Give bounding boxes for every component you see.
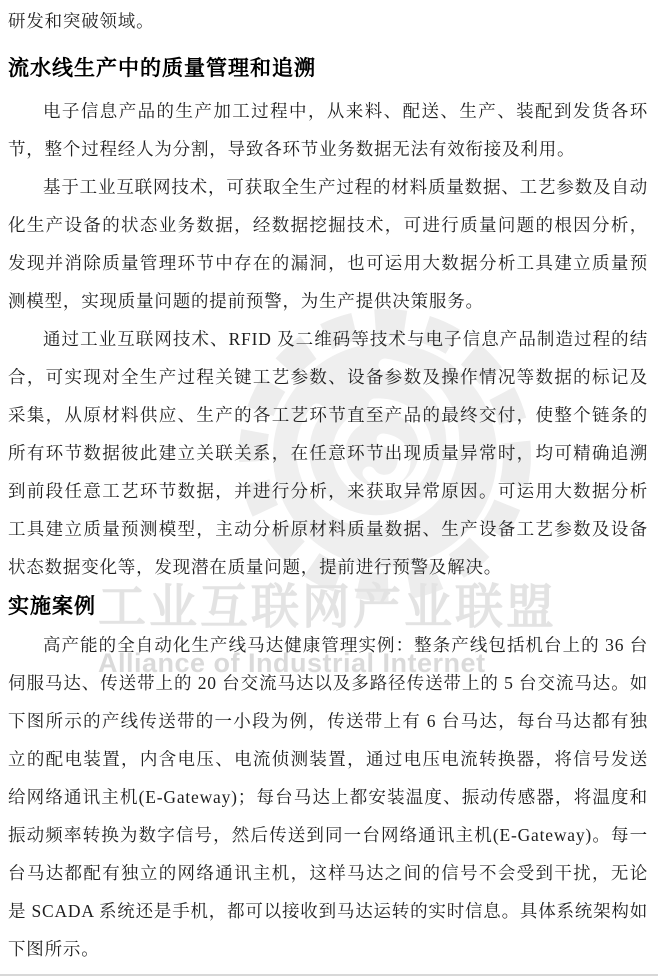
watermark-en-wordmark: Alliance of Industrial Internet: [98, 648, 486, 678]
section-heading-quality-traceability: 流水线生产中的质量管理和追溯: [8, 57, 316, 80]
watermark-cn-wordmark: 工业互联网产业联盟: [98, 581, 558, 634]
carryover-line: 研发和突破领域。: [8, 11, 155, 31]
section-heading-implementation-case: 实施案例: [8, 595, 96, 618]
paragraph-motor-health-case: 高产能的全自动化生产线马达健康管理实例：整条产线包括机台上的 36 台伺服马达、传送带上的 20 台交流马达以及多路径传送带上的 5 台交流马达。如下图所示的产线传送带的一小段为例，传送带上有 6 台马达，每台马达都有独立的配电装置，内含电压、电流侦测装置，通过电压电流转换器，将信号发送给网络通讯主机(E-Gateway)；每台马达上都安装温度、振动传感器，将温度和振动频率转换为数字信号，然后传送到同一台网络通讯主机(E-Gateway)。每一台马达都配有独立的网络通讯主机，这样马达之间的信号不会受到干扰，无论是 SCADA 系统还是手机，都可以接收到马达运转的实时信息。具体系统架构如下图所示。: [8, 635, 649, 959]
paragraph-industrial-internet-data: 基于工业互联网技术，可获取全生产过程的材料质量数据、工艺参数及自动化生产设备的状态业务数据，经数据挖掘技术，可进行质量问题的根因分析，发现并消除质量管理环节中存在的漏洞，也可运用大数据分析工具建立质量预测模型，实现质量问题的提前预警，为生产提供决策服务。: [8, 177, 648, 311]
paragraph-production-process: 电子信息产品的生产加工过程中，从来料、配送、生产、装配到发货各环节，整个过程经人为分割，导致各环节业务数据无法有效衔接及利用。: [8, 101, 648, 159]
paragraph-rfid-traceability: 通过工业互联网技术、RFID 及二维码等技术与电子信息产品制造过程的结合，可实现对全生产过程关键工艺参数、设备参数及操作情况等数据的标记及采集，从原材料供应、生产的各工艺环节直至产品的最终交付，使整个链条的所有环节数据彼此建立关联关系，在任意环节出现质量异常时，均可精确追溯到前段任意工艺环节数据，并进行分析，来获取异常原因。可运用大数据分析工具建立质量预测模型，主动分析原材料质量数据、生产设备工艺参数及设备状态数据变化等，发现潜在质量问题，提前进行预警及解决。: [8, 329, 648, 577]
